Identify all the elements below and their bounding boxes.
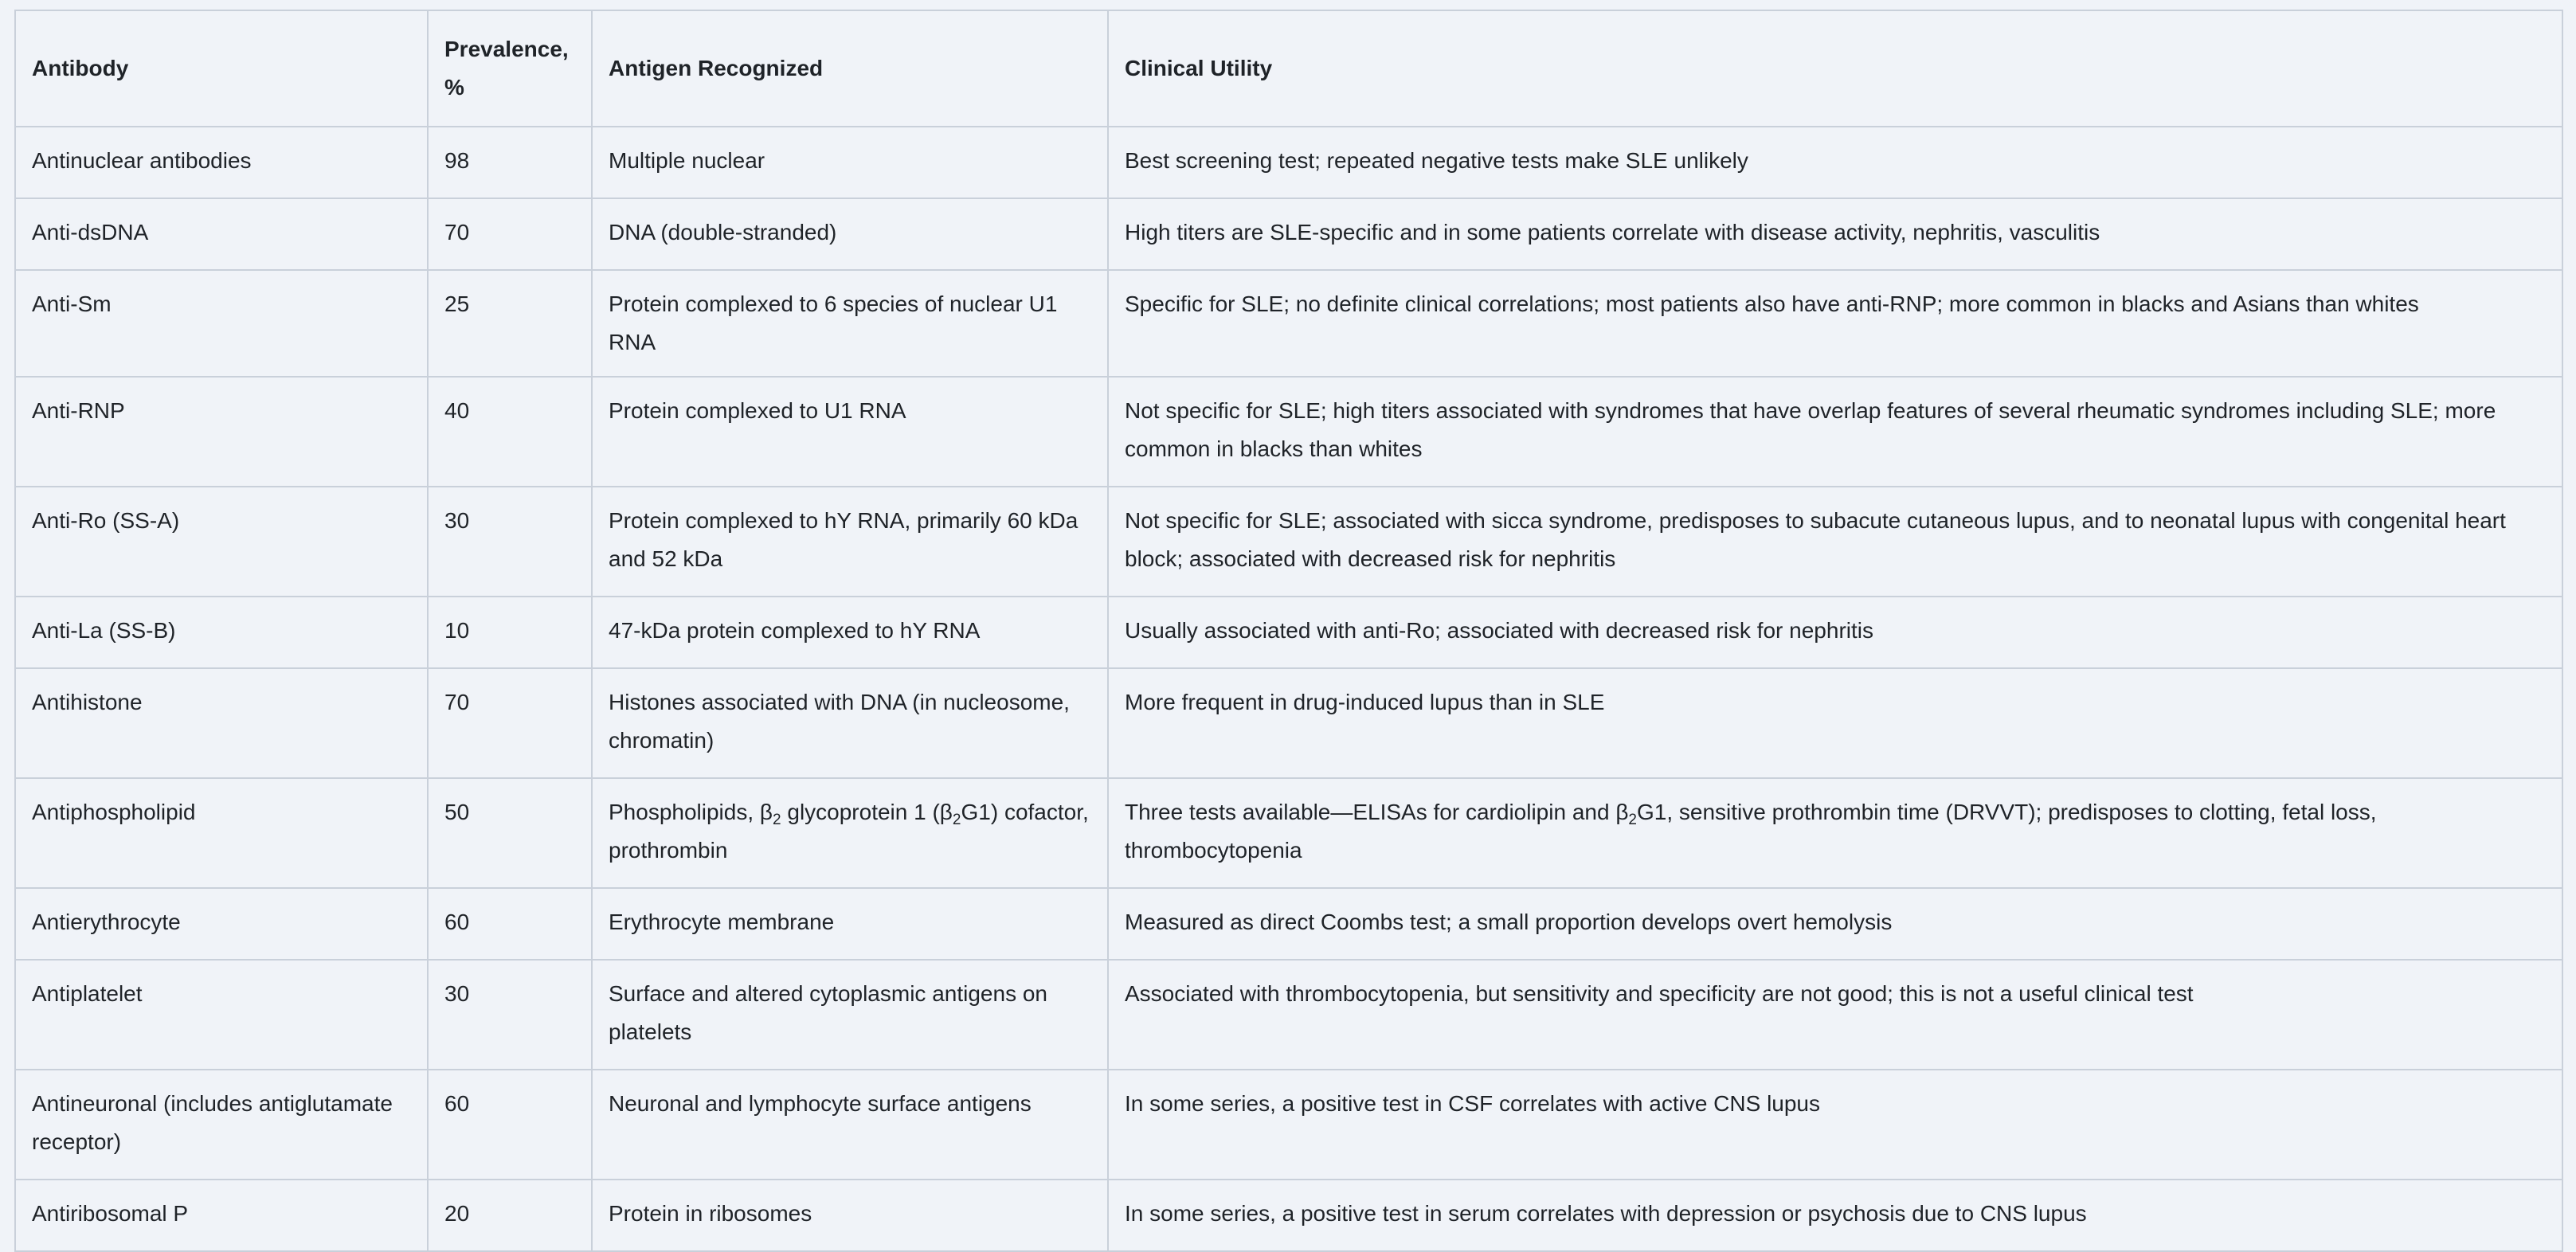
cell-antigen: Protein in ribosomes [592, 1180, 1108, 1251]
header-utility: Clinical Utility [1108, 10, 2562, 127]
cell-antigen: Protein complexed to hY RNA, primarily 60 kDa and 52 kDa [592, 487, 1108, 597]
table-container [14, 10, 2562, 1252]
cell-antibody: Anti-Sm [15, 270, 428, 377]
cell-antibody: Anti-RNP [15, 377, 428, 487]
cell-prevalence: 40 [428, 377, 592, 487]
autoantibody-table [14, 10, 2563, 1252]
cell-utility: Measured as direct Coombs test; a small proportion develops overt hemolysis [1108, 888, 2562, 960]
cell-antibody: Antiribosomal P [15, 1180, 428, 1251]
table-row [15, 778, 2562, 888]
header-antibody: Antibody [15, 10, 428, 127]
cell-antigen [592, 778, 1108, 888]
cell-antigen: Histones associated with DNA (in nucleosome, chromatin) [592, 668, 1108, 778]
table-row [15, 487, 2562, 597]
cell-prevalence: 60 [428, 888, 592, 960]
cell-antibody: Antihistone [15, 668, 428, 778]
table-row [15, 1070, 2562, 1180]
table-row [15, 597, 2562, 668]
cell-antigen: Protein complexed to 6 species of nuclear U1 RNA [592, 270, 1108, 377]
cell-antigen: DNA (double-stranded) [592, 198, 1108, 270]
header-prevalence: Prevalence, % [428, 10, 592, 127]
cell-prevalence: 30 [428, 960, 592, 1070]
cell-utility: Specific for SLE; no definite clinical correlations; most patients also have anti-RNP; more common in blacks and Asians than whites [1108, 270, 2562, 377]
table-row [15, 888, 2562, 960]
cell-prevalence: 50 [428, 778, 592, 888]
cell-utility: In some series, a positive test in serum correlates with depression or psychosis due to CNS lupus [1108, 1180, 2562, 1251]
cell-antibody: Antinuclear antibodies [15, 127, 428, 198]
antigen-text-part: glycoprotein 1 (β [781, 800, 953, 824]
cell-antigen: Multiple nuclear [592, 127, 1108, 198]
cell-utility: Not specific for SLE; associated with sicca syndrome, predisposes to subacute cutaneous lupus, and to neonatal lupus with congenital heart block; associated with decreased risk for nephritis [1108, 487, 2562, 597]
cell-antibody: Antiphospholipid [15, 778, 428, 888]
cell-utility: Usually associated with anti-Ro; associated with decreased risk for nephritis [1108, 597, 2562, 668]
cell-antigen: 47-kDa protein complexed to hY RNA [592, 597, 1108, 668]
cell-prevalence: 20 [428, 1180, 592, 1251]
table-row [15, 960, 2562, 1070]
cell-utility: Best screening test; repeated negative tests make SLE unlikely [1108, 127, 2562, 198]
table-row [15, 198, 2562, 270]
cell-prevalence: 70 [428, 198, 592, 270]
table-row [15, 377, 2562, 487]
cell-antigen: Surface and altered cytoplasmic antigens on platelets [592, 960, 1108, 1070]
cell-prevalence: 25 [428, 270, 592, 377]
cell-antibody: Antierythrocyte [15, 888, 428, 960]
cell-utility: More frequent in drug-induced lupus than in SLE [1108, 668, 2562, 778]
subscript: 2 [952, 812, 961, 828]
cell-prevalence: 60 [428, 1070, 592, 1180]
table-row [15, 270, 2562, 377]
subscript: 2 [773, 812, 781, 828]
cell-prevalence: 30 [428, 487, 592, 597]
subscript: 2 [1628, 812, 1637, 828]
table-row [15, 668, 2562, 778]
cell-utility: Associated with thrombocytopenia, but sensitivity and specificity are not good; this is not a useful clinical test [1108, 960, 2562, 1070]
cell-antigen: Erythrocyte membrane [592, 888, 1108, 960]
utility-text-part: G1, sensitive prothrombin time (DRVVT); predisposes to clotting, fetal loss, thrombocytopenia [1125, 800, 2377, 863]
cell-antibody: Antineuronal (includes antiglutamate receptor) [15, 1070, 428, 1180]
utility-text-part: Three tests available—ELISAs for cardiolipin and β [1125, 800, 1629, 824]
cell-antibody: Anti-La (SS-B) [15, 597, 428, 668]
header-antigen: Antigen Recognized [592, 10, 1108, 127]
table-row [15, 1180, 2562, 1251]
cell-utility [1108, 778, 2562, 888]
cell-prevalence: 70 [428, 668, 592, 778]
cell-prevalence: 98 [428, 127, 592, 198]
cell-utility: Not specific for SLE; high titers associated with syndromes that have overlap features of several rheumatic syndromes including SLE; more common in blacks than whites [1108, 377, 2562, 487]
antigen-text-part: G1) cofactor, prothrombin [609, 800, 1089, 863]
antigen-text-part: Phospholipids, β [609, 800, 773, 824]
table-header-row [15, 10, 2562, 127]
cell-antibody: Anti-Ro (SS-A) [15, 487, 428, 597]
table-row [15, 127, 2562, 198]
cell-antibody: Antiplatelet [15, 960, 428, 1070]
cell-prevalence: 10 [428, 597, 592, 668]
cell-antigen: Neuronal and lymphocyte surface antigens [592, 1070, 1108, 1180]
cell-antigen: Protein complexed to U1 RNA [592, 377, 1108, 487]
cell-antibody: Anti-dsDNA [15, 198, 428, 270]
cell-utility: In some series, a positive test in CSF correlates with active CNS lupus [1108, 1070, 2562, 1180]
cell-utility: High titers are SLE-specific and in some patients correlate with disease activity, nephritis, vasculitis [1108, 198, 2562, 270]
